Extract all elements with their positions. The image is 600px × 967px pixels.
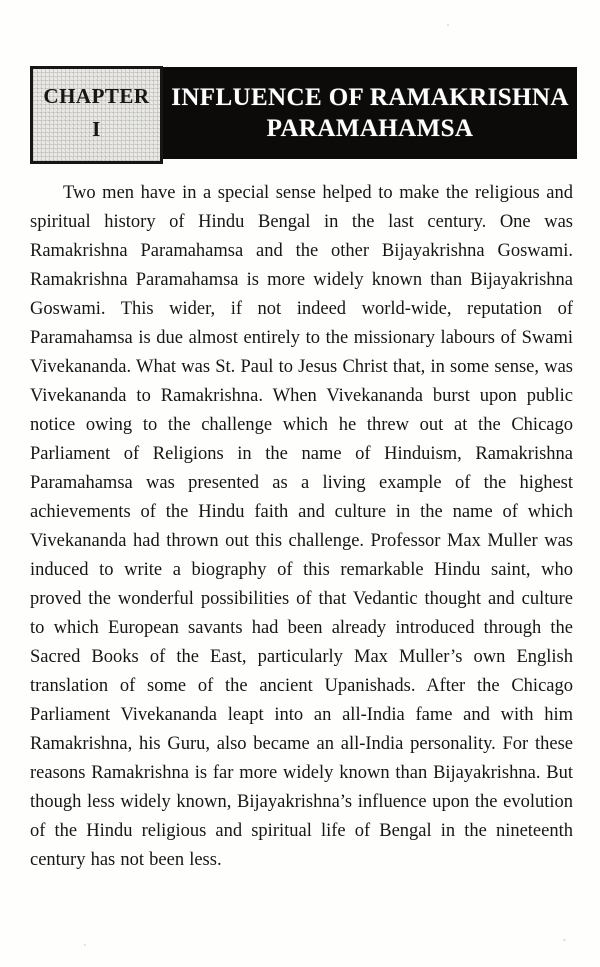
chapter-title-line2: PARAMAHAMSA [266,115,474,142]
chapter-title-line1: INFLUENCE OF RAMAKRISHNA [171,84,569,111]
chapter-number-box [30,66,163,164]
scan-speck [84,944,86,946]
body-paragraph: Two men have in a special sense helped to make the religious and spiritual history of Hindu Bengal in the last century. One was Ramakrishna Paramahamsa and the other Bijayakrishna Goswami. Ramakrishna Paramahamsa is more widely known than Bijayakrishna Goswami. This wider, if not indeed world-wide, reputation of Paramahamsa is due almost entirely to the missionary labours of Swami Vivekananda. What was St. Paul to Jesus Christ that, in some sense, was Vivekananda to Ramakrishna. When Vivekananda burst upon public notice owing to the challenge which he threw out at the Chicago Parliament of Religions in the name of Hinduism, Ramakrishna Paramahamsa was presented as a living example of the highest achievements of the Hindu faith and culture in the name of which Vivekananda had thrown out this challenge. Professor Max Muller was induced to write a biography of this remarkable Hindu saint, who proved the wonderful possibilities of that Vedantic thought and culture to which European savants had been already introduced through the Sacred Books of the East, particularly Max Muller’s own English translation of some of the ancient Upanishads. After the Chicago Parliament Vivekananda leapt into an all-India fame and with him Ramakrishna, his Guru, also became an all-India personality. For these reasons Ramakrishna is far more widely known than Bijayakrishna. But though less widely known, Bijayakrishna’s influence upon the evolution of the Hindu religious and spiritual life of Bengal in the nineteenth century has not been less. [30,183,573,870]
scan-speck [563,939,566,941]
chapter-label: CHAPTER [43,84,150,108]
chapter-title-bar [163,67,577,159]
scan-speck [447,24,449,26]
chapter-number: I [92,117,101,141]
chapter-header [30,66,577,164]
